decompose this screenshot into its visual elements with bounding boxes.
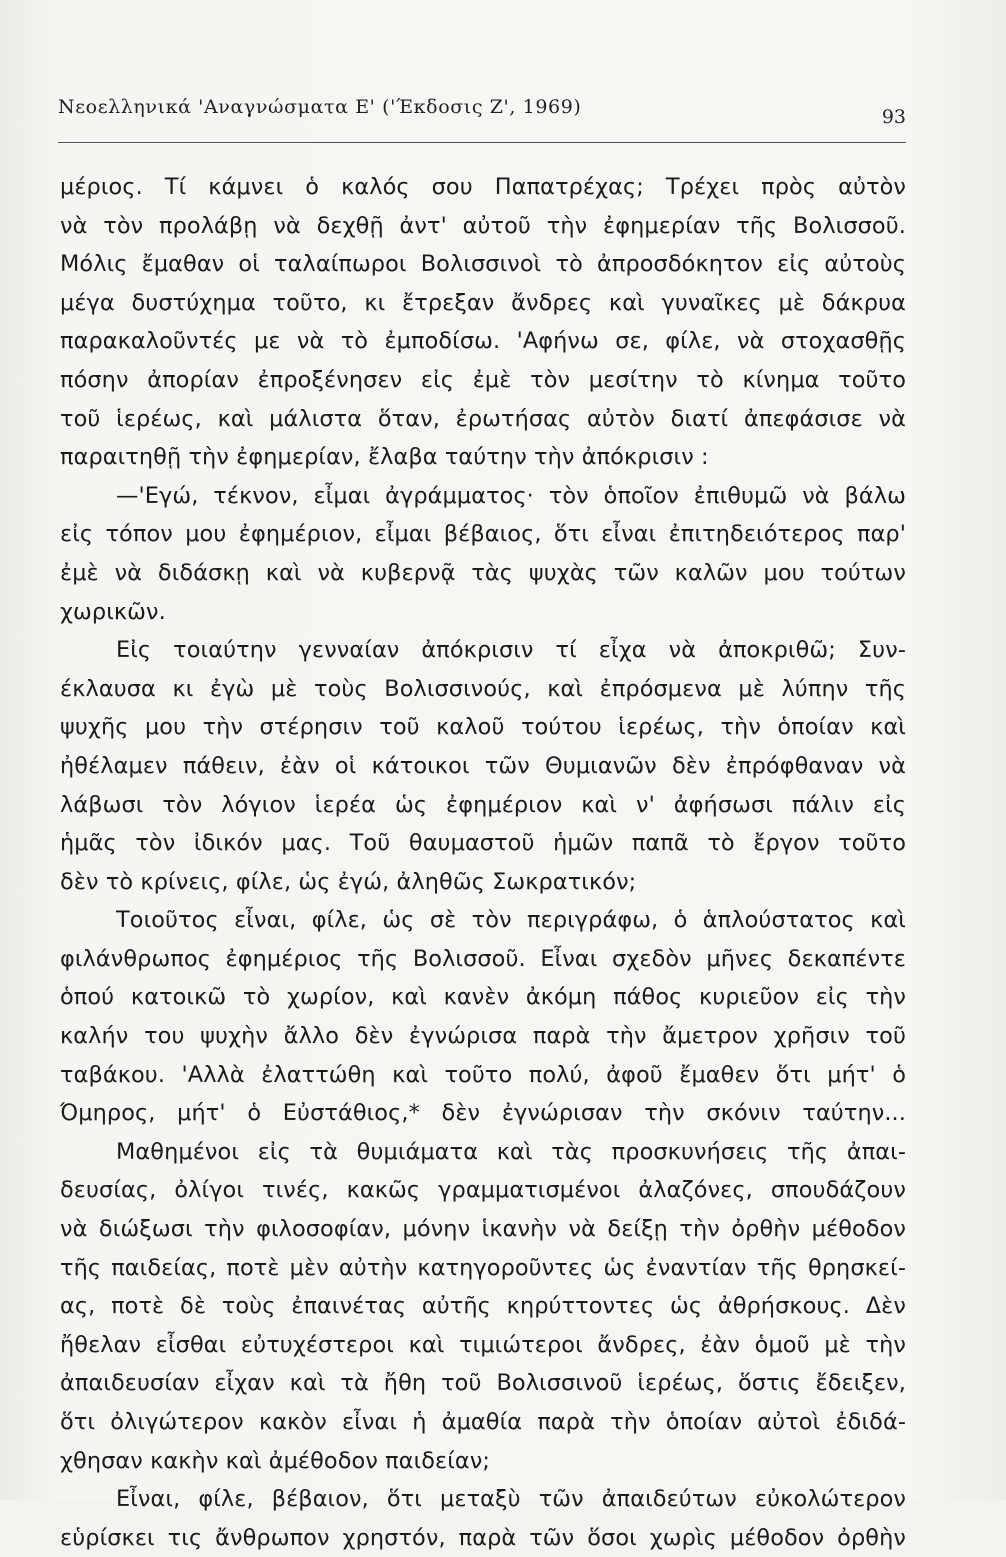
text-line: Μόλις ἔμαθαν οἱ ταλαίπωροι Βολισσινοὶ τὸ ἀπροσδόκητον εἰς αὐτοὺς [60,251,906,278]
text-line: εὑρίσκει τις ἄνθρωπον χρηστόν, παρὰ τῶν ὅσοι χωρὶς μέθοδον ὀρθὴν [60,1524,906,1551]
text-line: παρακαλοῦντές με νὰ τὸ ἐμποδίσω. 'Αφήνω σε, φίλε, νὰ στοχασθῇς [60,328,906,355]
body-text [60,168,906,1557]
text-line: Όμηρος, μήτ' ὁ Εὐστάθιος,* δὲν ἐγνώρισαν τὴν σκόνιν ταύτην... [60,1100,906,1127]
text-line: —'Εγώ, τέκνον, εἶμαι ἀγράμματος· τὸν ὁποῖον ἐπιθυμῶ νὰ βάλω [116,482,906,509]
text-line: παραιτηθῇ τὴν ἐφημερίαν, ἔλαβα ταύτην τὴν ἀπόκρισιν : [60,444,709,471]
text-line: χωρικῶν. [60,598,166,625]
text-line: χθησαν κακὴν καὶ ἀμέθοδον παιδείαν; [60,1447,491,1474]
text-line: ψυχῆς μου τὴν στέρησιν τοῦ καλοῦ τούτου ἱερέως, τὴν ὁποίαν καὶ [60,714,906,741]
running-head: Νεοελληνικά 'Αναγνώσματα Ε' ('Έκδοσις Ζ', 1969) [58,96,582,118]
text-line: ὁπού κατοικῶ τὸ χωρίον, καὶ κανὲν ἀκόμη πάθος κυριεῦον εἰς τὴν [60,984,906,1011]
text-line: ἡμᾶς τὸν ἰδικόν μας. Τοῦ θαυμαστοῦ ἡμῶν παπᾶ τὸ ἔργον τοῦτο [60,830,906,857]
text-line: ἀπαιδευσίαν εἶχαν καὶ τὰ ἤθη τοῦ Βολισσινοῦ ἱερέως, ὅστις ἔδειξεν, [60,1370,906,1397]
text-line: δευσίας, ὀλίγοι τινές, κακῶς γραμματισμένοι ἀλαζόνες, σπουδάζουν [60,1177,906,1204]
text-line: μέριος. Τί κάμνει ὁ καλός σου Παπατρέχας; Τρέχει πρὸς αὐτὸν [60,174,906,200]
text-line: Εἰς τοιαύτην γενναίαν ἀπόκρισιν τί εἶχα νὰ ἀποκριθῶ; Συν- [116,637,906,664]
text-line: Εἶναι, φίλε, βέβαιον, ὅτι μεταξὺ τῶν ἀπαιδεύτων εὐκολώτερον [116,1486,906,1513]
page-number: 93 [881,106,906,128]
text-line: πόσην ἀπορίαν ἐπροξένησεν εἰς ἐμὲ τὸν μεσίτην τὸ κίνημα τοῦτο [60,366,906,393]
text-line: καλήν του ψυχὴν ἄλλο δὲν ἐγνώρισα παρὰ τὴν ἄμετρον χρῆσιν τοῦ [60,1023,906,1050]
text-line: ἐμὲ νὰ διδάσκῃ καὶ νὰ κυβερνᾷ τὰς ψυχὰς τῶν καλῶν μου τούτων [60,559,906,586]
text-line: λάβωσι τὸν λόγιον ἱερέα ὡς ἐφημέριον καὶ ν' ἀφήσωσι πάλιν εἰς [60,791,906,818]
text-line: ταβάκου. 'Αλλὰ ἐλαττώθη καὶ τοῦτο πολύ, ἀφοῦ ἔμαθεν ὅτι μήτ' ὁ [60,1061,906,1088]
text-line: έκλαυσα κι ἐγὼ μὲ τοὺς Βολισσινούς, καὶ ἐπρόσμενα μὲ λύπην τῆς [60,675,906,702]
text-line: τῆς παιδείας, ποτὲ μὲν αὐτὴν κατηγοροῦντες ὡς ἐναντίαν τῆς θρησκεί- [60,1254,906,1281]
text-line: ας, ποτὲ δὲ τοὺς ἐπαινέτας αὐτῆς κηρύττοντες ὡς ἀθρήσκους. Δὲν [60,1293,906,1320]
header-rule [58,142,906,143]
text-line: νὰ τὸν προλάβῃ νὰ δεχθῇ ἀντ' αὐτοῦ τὴν ἐφημερίαν τῆς Βολισσοῦ. [60,212,906,239]
page-header [58,92,908,128]
text-line: ἤθελαν εἶσθαι εὐτυχέστεροι καὶ τιμιώτεροι ἄνδρες, ἐὰν ὁμοῦ μὲ τὴν [60,1331,906,1358]
text-line: Τοιοῦτος εἶναι, φίλε, ὡς σὲ τὸν περιγράφω, ὁ ἁπλούστατος καὶ [116,907,906,934]
text-line: νὰ διώξωσι τὴν φιλοσοφίαν, μόνην ἱκανὴν νὰ δείξῃ τὴν ὀρθὴν μέθοδον [60,1216,906,1243]
text-line: φιλάνθρωπος ἐφημέριος τῆς Βολισσοῦ. Εἶναι σχεδὸν μῆνες δεκαπέντε [60,945,906,972]
text-line: ἠθέλαμεν πάθειν, ἐὰν οἱ κάτοικοι τῶν Θυμιανῶν δὲν ἐπρόφθαναν νὰ [60,752,906,779]
text-line: τοῦ ἱερέως, καὶ μάλιστα ὅταν, ἐρωτήσας αὐτὸν διατί ἀπεφάσισε νὰ [60,405,906,432]
text-line: ὅτι ὀλιγώτερον κακὸν εἶναι ἡ ἀμαθία παρὰ τὴν ὁποίαν αὐτοὶ ἐδιδά- [60,1409,906,1435]
text-line: δὲν τὸ κρίνεις, φίλε, ὡς ἐγώ, ἀληθῶς Σωκρατικόν; [60,868,637,895]
text-line: μέγα δυστύχημα τοῦτο, κι ἔτρεξαν ἄνδρες καὶ γυναῖκες μὲ δάκρυα [60,289,906,316]
text-line: Μαθημένοι εἰς τὰ θυμιάματα καὶ τὰς προσκυνήσεις τῆς ἀπαι- [116,1138,906,1165]
text-line: εἰς τόπον μου ἐφημέριον, εἶμαι βέβαιος, ὅτι εἶναι ἐπιτηδειότερος παρ' [60,521,906,548]
